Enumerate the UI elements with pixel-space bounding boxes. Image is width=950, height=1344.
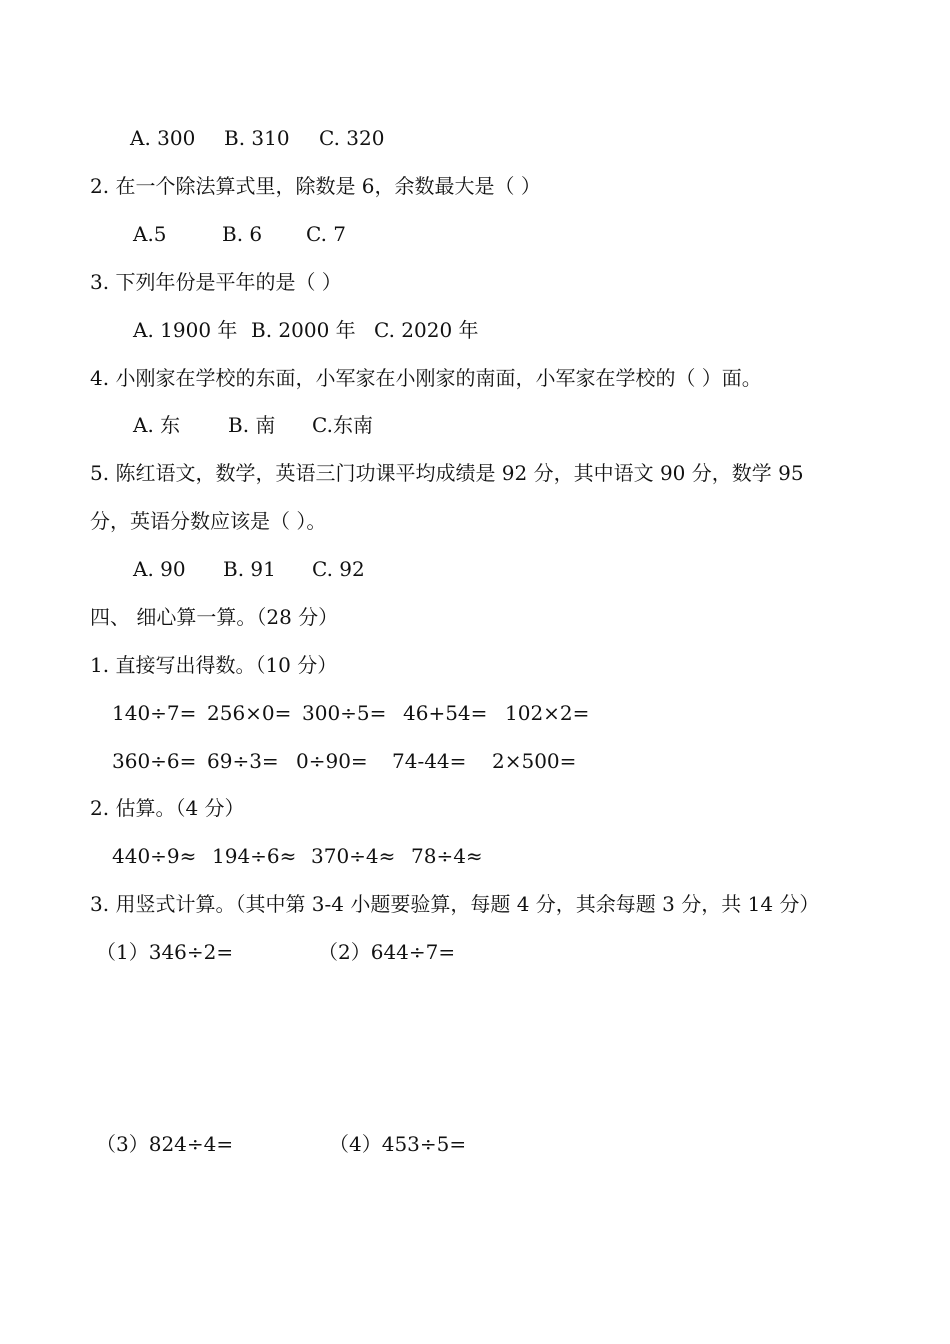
calc-item: 256×0= — [207, 701, 292, 725]
calc-item: 140÷7= — [112, 701, 197, 725]
q3-question: 3. 下列年份是平年的是（ ） — [90, 270, 342, 294]
q5-question-line2: 分，英语分数应该是（ ）。 — [90, 509, 327, 533]
vertical-calc-item: （4）453÷5= — [329, 1132, 467, 1156]
q5-question-line1: 5. 陈红语文，数学，英语三门功课平均成绩是 92 分，其中语文 90 分，数学 95 — [90, 461, 804, 485]
q1-option-c: C. 320 — [319, 126, 385, 150]
q4-option-a: A. 东 — [133, 413, 181, 437]
q4-question: 4. 小刚家在学校的东面，小军家在小刚家的南面，小军家在学校的（ ）面。 — [90, 366, 762, 390]
part2-title: 2. 估算。（4 分） — [90, 796, 245, 820]
q2-option-c: C. 7 — [306, 222, 347, 246]
calc-item: 74-44= — [392, 749, 467, 773]
estimate-item: 194÷6≈ — [212, 844, 297, 868]
calc-item: 46+54= — [403, 701, 488, 725]
q4-option-b: B. 南 — [228, 413, 276, 437]
vertical-calc-item: （3）824÷4= — [96, 1132, 234, 1156]
vertical-calc-item: （2）644÷7= — [318, 940, 456, 964]
calc-item: 0÷90= — [296, 749, 368, 773]
estimate-item: 78÷4≈ — [411, 844, 483, 868]
calc-item: 102×2= — [505, 701, 590, 725]
calc-item: 69÷3= — [207, 749, 279, 773]
q2-option-a: A.5 — [133, 222, 167, 246]
q2-option-b: B. 6 — [222, 222, 263, 246]
calc-item: 2×500= — [492, 749, 577, 773]
q4-option-c: C.东南 — [312, 413, 373, 437]
q1-option-b: B. 310 — [224, 126, 290, 150]
part1-title: 1. 直接写出得数。（10 分） — [90, 653, 338, 677]
q1-option-a: A. 300 — [130, 126, 196, 150]
q5-option-b: B. 91 — [223, 557, 276, 581]
q3-option-a: A. 1900 年 — [133, 318, 238, 342]
q2-question: 2. 在一个除法算式里，除数是 6，余数最大是（ ） — [90, 174, 541, 198]
q3-option-c: C. 2020 年 — [374, 318, 479, 342]
q5-option-a: A. 90 — [133, 557, 186, 581]
estimate-item: 370÷4≈ — [311, 844, 396, 868]
vertical-calc-item: （1）346÷2= — [96, 940, 234, 964]
q3-option-b: B. 2000 年 — [251, 318, 356, 342]
section4-title: 四、 细心算一算。（28 分） — [90, 605, 339, 629]
part3-title: 3. 用竖式计算。（其中第 3-4 小题要验算，每题 4 分，其余每题 3 分，共 14 分） — [90, 892, 820, 916]
q5-option-c: C. 92 — [312, 557, 365, 581]
calc-item: 300÷5= — [302, 701, 387, 725]
estimate-item: 440÷9≈ — [112, 844, 197, 868]
calc-item: 360÷6= — [112, 749, 197, 773]
